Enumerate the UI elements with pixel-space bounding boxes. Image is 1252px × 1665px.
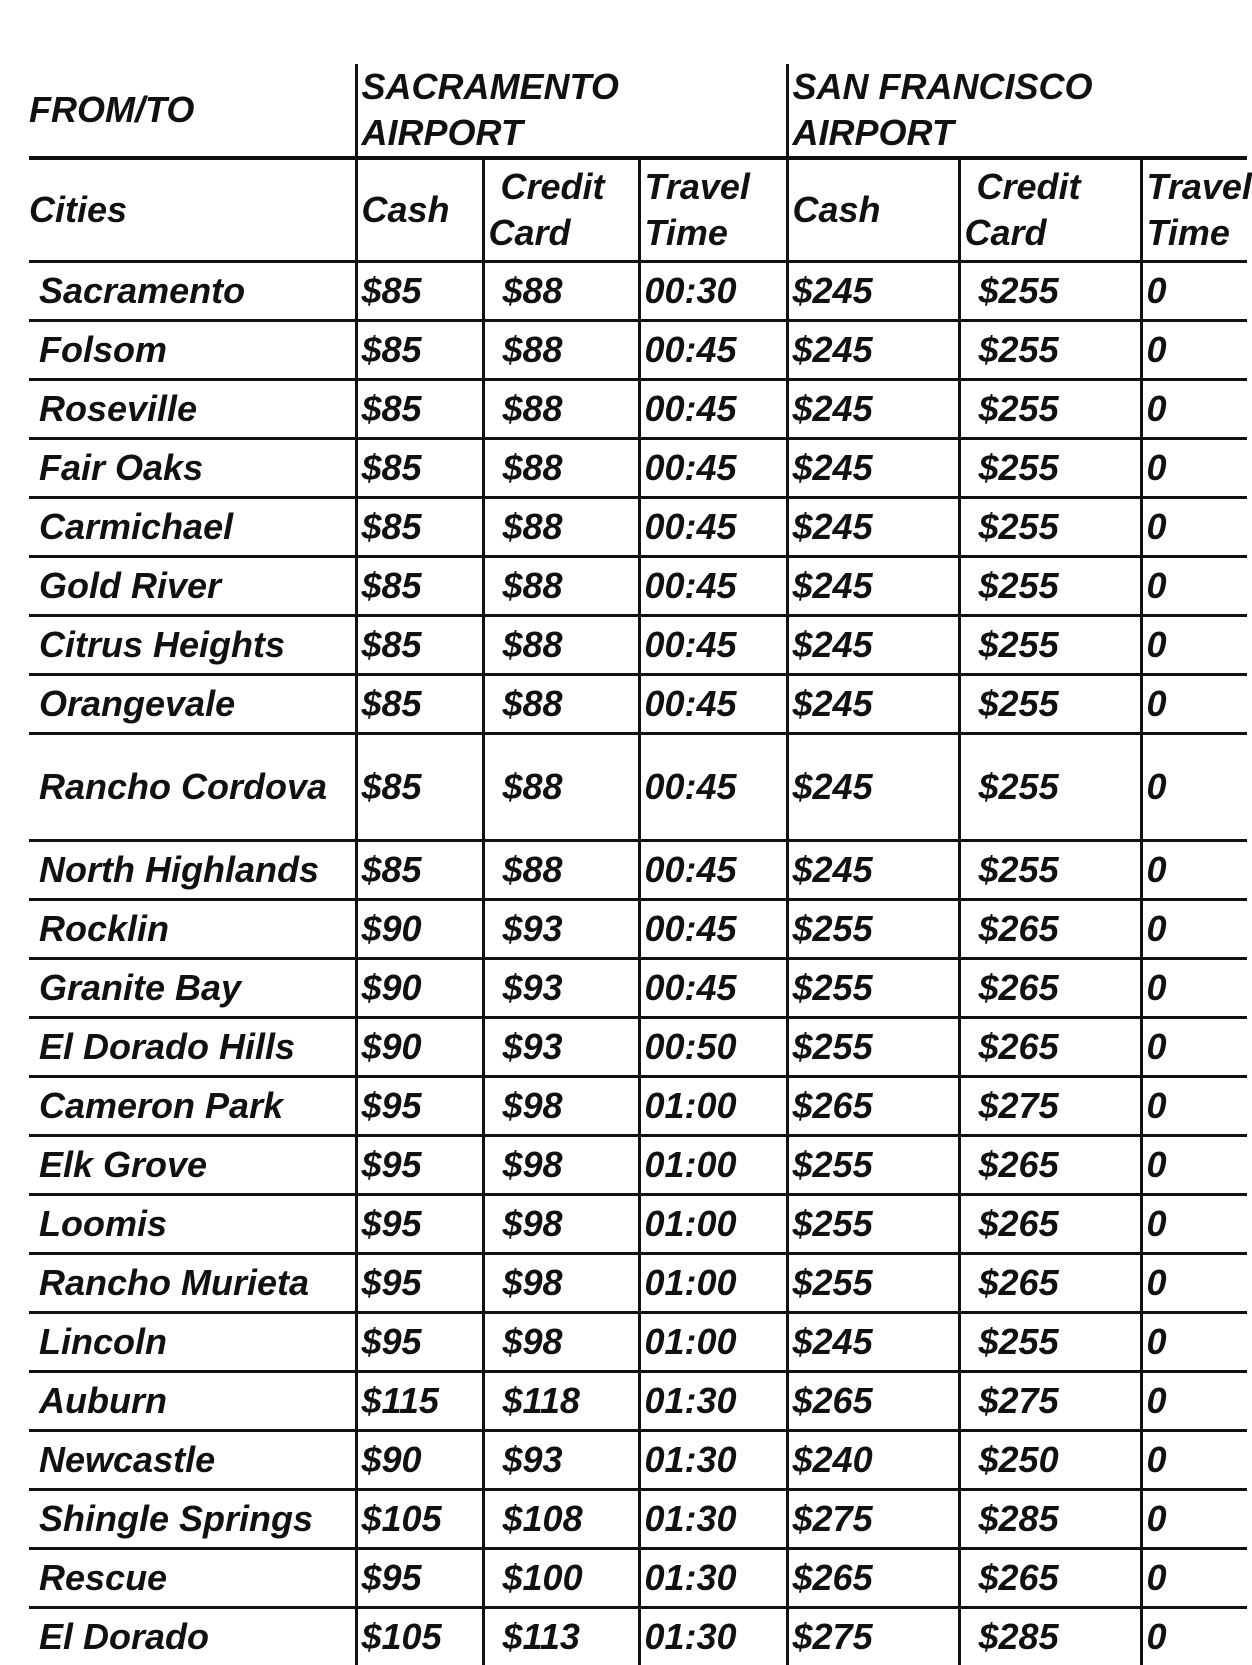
city-cell: Citrus Heights — [29, 616, 356, 675]
sfo-credit-card-cell: $255 — [959, 1313, 1141, 1372]
city-cell: Fair Oaks — [29, 439, 356, 498]
sfo-travel-time-cell: 0 — [1141, 616, 1247, 675]
sac-credit-card-cell: $88 — [483, 616, 639, 675]
table-row — [29, 675, 1247, 734]
sac-travel-time-cell: 01:00 — [639, 1077, 787, 1136]
table-row — [29, 1608, 1247, 1665]
sac-travel-time-cell: 01:00 — [639, 1195, 787, 1254]
fare-table — [29, 64, 1247, 1665]
sfo-cash-cell: $255 — [787, 1018, 959, 1077]
sac-credit-card-cell: $93 — [483, 1431, 639, 1490]
city-cell: North Highlands — [29, 841, 356, 900]
sac-cash-cell: $90 — [356, 959, 483, 1018]
sfo-credit-card-cell: $255 — [959, 734, 1141, 841]
sfo-cash-cell: $255 — [787, 1195, 959, 1254]
sac-cash-cell: $85 — [356, 262, 483, 321]
sfo-travel-time-cell: 0 — [1141, 439, 1247, 498]
sfo-credit-card-cell: $255 — [959, 675, 1141, 734]
sacramento-airport-header: SACRAMENTO AIRPORT — [356, 64, 787, 158]
table-row — [29, 1077, 1247, 1136]
table-row — [29, 1136, 1247, 1195]
table-row — [29, 557, 1247, 616]
sfo-travel-time-cell: 0 — [1141, 1431, 1247, 1490]
sac-cash-cell: $85 — [356, 557, 483, 616]
sfo-credit-card-cell: $255 — [959, 262, 1141, 321]
from-to-header: FROM/TO — [29, 64, 356, 158]
sac-credit-card-cell: $88 — [483, 557, 639, 616]
sac-credit-card-cell: $98 — [483, 1077, 639, 1136]
sfo-cash-cell: $245 — [787, 616, 959, 675]
sac-travel-time-cell: 01:00 — [639, 1313, 787, 1372]
sfo-credit-card-cell: $285 — [959, 1608, 1141, 1665]
sfo-travel-time-cell: 0 — [1141, 262, 1247, 321]
city-cell: Rancho Cordova — [29, 734, 356, 841]
city-cell: Rancho Murieta — [29, 1254, 356, 1313]
sac-travel-time-cell: 01:30 — [639, 1608, 787, 1665]
sac-travel-time-cell: 00:45 — [639, 734, 787, 841]
sac-cash-cell: $85 — [356, 734, 483, 841]
sac-cash-cell: $105 — [356, 1490, 483, 1549]
city-cell: Orangevale — [29, 675, 356, 734]
sfo-credit-card-cell: $255 — [959, 841, 1141, 900]
sac-credit-card-cell: $88 — [483, 675, 639, 734]
city-cell: Cameron Park — [29, 1077, 356, 1136]
sfo-credit-card-cell: $265 — [959, 1136, 1141, 1195]
sac-cash-cell: $85 — [356, 321, 483, 380]
sfo-travel-time-cell: 0 — [1141, 498, 1247, 557]
sfo-cash-cell: $245 — [787, 321, 959, 380]
sac-travel-time-cell: 01:00 — [639, 1254, 787, 1313]
sfo-travel-time-cell: 0 — [1141, 900, 1247, 959]
sfo-cash-cell: $245 — [787, 675, 959, 734]
sfo-credit-card-cell: $265 — [959, 900, 1141, 959]
sac-travel-time-cell: 00:45 — [639, 959, 787, 1018]
city-cell: Elk Grove — [29, 1136, 356, 1195]
table-row — [29, 959, 1247, 1018]
sfo-cash-cell: $245 — [787, 262, 959, 321]
sfo-travel-time-cell: 0 — [1141, 1313, 1247, 1372]
sac-credit-card-cell: $93 — [483, 900, 639, 959]
city-cell: Loomis — [29, 1195, 356, 1254]
city-cell: Granite Bay — [29, 959, 356, 1018]
table-row — [29, 616, 1247, 675]
sac-credit-card-cell: $98 — [483, 1195, 639, 1254]
sfo-travel-time-cell: 0 — [1141, 1490, 1247, 1549]
sfo-cash-cell: $240 — [787, 1431, 959, 1490]
sac-cash-cell: $95 — [356, 1195, 483, 1254]
sfo-travel-time-cell: 0 — [1141, 321, 1247, 380]
fare-table-sheet — [29, 64, 1240, 1653]
city-cell: Folsom — [29, 321, 356, 380]
sac-cash-cell: $115 — [356, 1372, 483, 1431]
sac-cash-cell: $95 — [356, 1313, 483, 1372]
sac-cash-cell: $90 — [356, 900, 483, 959]
sfo-credit-card-header: Credit Card — [959, 158, 1141, 262]
sac-cash-cell: $90 — [356, 1018, 483, 1077]
sfo-travel-time-cell: 0 — [1141, 841, 1247, 900]
sac-travel-time-cell: 01:30 — [639, 1490, 787, 1549]
city-cell: Gold River — [29, 557, 356, 616]
sfo-travel-time-cell: 0 — [1141, 675, 1247, 734]
city-cell: Newcastle — [29, 1431, 356, 1490]
sac-cash-cell: $95 — [356, 1077, 483, 1136]
sac-travel-time-header: Travel Time — [639, 158, 787, 262]
city-cell: Auburn — [29, 1372, 356, 1431]
sfo-credit-card-cell: $265 — [959, 959, 1141, 1018]
sfo-travel-time-cell: 0 — [1141, 1077, 1247, 1136]
sfo-travel-time-cell: 0 — [1141, 557, 1247, 616]
table-row — [29, 900, 1247, 959]
table-row — [29, 1549, 1247, 1608]
sac-credit-card-cell: $88 — [483, 841, 639, 900]
sfo-cash-header: Cash — [787, 158, 959, 262]
table-row — [29, 262, 1247, 321]
sfo-credit-card-cell: $265 — [959, 1018, 1141, 1077]
sfo-cash-cell: $275 — [787, 1490, 959, 1549]
table-row — [29, 1195, 1247, 1254]
sfo-travel-time-cell: 0 — [1141, 1136, 1247, 1195]
sfo-credit-card-cell: $255 — [959, 557, 1141, 616]
sfo-credit-card-cell: $265 — [959, 1195, 1141, 1254]
city-cell: El Dorado Hills — [29, 1018, 356, 1077]
sac-credit-card-cell: $93 — [483, 959, 639, 1018]
table-row — [29, 841, 1247, 900]
sac-credit-card-cell: $88 — [483, 380, 639, 439]
sac-credit-card-cell: $88 — [483, 262, 639, 321]
sfo-travel-time-cell: 0 — [1141, 1254, 1247, 1313]
sfo-cash-cell: $255 — [787, 959, 959, 1018]
sfo-credit-card-cell: $250 — [959, 1431, 1141, 1490]
sac-travel-time-cell: 00:45 — [639, 321, 787, 380]
sfo-cash-cell: $245 — [787, 557, 959, 616]
sfo-cash-cell: $275 — [787, 1608, 959, 1665]
sac-credit-card-cell: $98 — [483, 1313, 639, 1372]
city-cell: Shingle Springs — [29, 1490, 356, 1549]
city-cell: Sacramento — [29, 262, 356, 321]
sfo-credit-card-cell: $255 — [959, 439, 1141, 498]
sac-travel-time-cell: 01:00 — [639, 1136, 787, 1195]
sac-cash-cell: $85 — [356, 380, 483, 439]
table-row — [29, 734, 1247, 841]
sfo-cash-cell: $245 — [787, 734, 959, 841]
sfo-credit-card-cell: $255 — [959, 380, 1141, 439]
sfo-cash-cell: $245 — [787, 841, 959, 900]
sfo-travel-time-cell: 0 — [1141, 1608, 1247, 1665]
sac-credit-card-cell: $108 — [483, 1490, 639, 1549]
sac-credit-card-cell: $88 — [483, 498, 639, 557]
table-row — [29, 1490, 1247, 1549]
sfo-cash-cell: $265 — [787, 1077, 959, 1136]
table-row — [29, 1372, 1247, 1431]
sac-cash-cell: $85 — [356, 675, 483, 734]
sac-credit-card-cell: $88 — [483, 734, 639, 841]
city-cell: Roseville — [29, 380, 356, 439]
sfo-credit-card-cell: $265 — [959, 1549, 1141, 1608]
sac-credit-card-cell: $98 — [483, 1136, 639, 1195]
sfo-credit-card-cell: $265 — [959, 1254, 1141, 1313]
city-cell: Lincoln — [29, 1313, 356, 1372]
sac-credit-card-cell: $88 — [483, 439, 639, 498]
san-francisco-airport-header: SAN FRANCISCO AIRPORT — [787, 64, 1247, 158]
sac-cash-cell: $85 — [356, 841, 483, 900]
sac-travel-time-cell: 01:30 — [639, 1372, 787, 1431]
table-row — [29, 1254, 1247, 1313]
sac-travel-time-cell: 00:45 — [639, 616, 787, 675]
table-row — [29, 1313, 1247, 1372]
sac-travel-time-cell: 00:30 — [639, 262, 787, 321]
sac-cash-cell: $95 — [356, 1549, 483, 1608]
sac-cash-cell: $105 — [356, 1608, 483, 1665]
sfo-travel-time-cell: 0 — [1141, 734, 1247, 841]
sac-travel-time-cell: 00:45 — [639, 380, 787, 439]
table-row — [29, 498, 1247, 557]
table-row — [29, 1018, 1247, 1077]
sfo-cash-cell: $265 — [787, 1372, 959, 1431]
sfo-cash-cell: $245 — [787, 439, 959, 498]
table-row — [29, 439, 1247, 498]
table-row — [29, 380, 1247, 439]
sfo-credit-card-cell: $275 — [959, 1077, 1141, 1136]
city-cell: Rocklin — [29, 900, 356, 959]
table-row — [29, 1431, 1247, 1490]
sfo-credit-card-cell: $285 — [959, 1490, 1141, 1549]
sac-credit-card-cell: $118 — [483, 1372, 639, 1431]
sfo-cash-cell: $245 — [787, 498, 959, 557]
sac-travel-time-cell: 00:45 — [639, 439, 787, 498]
sac-travel-time-cell: 00:45 — [639, 841, 787, 900]
sac-credit-card-cell: $98 — [483, 1254, 639, 1313]
city-cell: El Dorado — [29, 1608, 356, 1665]
sac-cash-cell: $85 — [356, 498, 483, 557]
sfo-cash-cell: $255 — [787, 1254, 959, 1313]
sac-cash-cell: $95 — [356, 1136, 483, 1195]
sac-credit-card-cell: $113 — [483, 1608, 639, 1665]
airport-header-row — [29, 64, 1247, 158]
sfo-cash-cell: $265 — [787, 1549, 959, 1608]
sac-cash-cell: $95 — [356, 1254, 483, 1313]
sfo-credit-card-cell: $255 — [959, 498, 1141, 557]
sac-credit-card-cell: $100 — [483, 1549, 639, 1608]
sac-cash-cell: $90 — [356, 1431, 483, 1490]
sac-cash-cell: $85 — [356, 439, 483, 498]
sfo-credit-card-cell: $255 — [959, 321, 1141, 380]
sfo-cash-cell: $245 — [787, 380, 959, 439]
sfo-travel-time-header: Travel Time — [1141, 158, 1247, 262]
sac-travel-time-cell: 01:30 — [639, 1431, 787, 1490]
sfo-travel-time-cell: 0 — [1141, 959, 1247, 1018]
sac-credit-card-cell: $88 — [483, 321, 639, 380]
sfo-credit-card-cell: $275 — [959, 1372, 1141, 1431]
city-cell: Carmichael — [29, 498, 356, 557]
sfo-travel-time-cell: 0 — [1141, 1549, 1247, 1608]
sac-travel-time-cell: 00:45 — [639, 557, 787, 616]
sac-cash-header: Cash — [356, 158, 483, 262]
sac-cash-cell: $85 — [356, 616, 483, 675]
cities-header: Cities — [29, 158, 356, 262]
sfo-cash-cell: $255 — [787, 1136, 959, 1195]
city-cell: Rescue — [29, 1549, 356, 1608]
sfo-credit-card-cell: $255 — [959, 616, 1141, 675]
table-row — [29, 321, 1247, 380]
sac-travel-time-cell: 00:45 — [639, 675, 787, 734]
sac-credit-card-header: Credit Card — [483, 158, 639, 262]
sac-credit-card-cell: $93 — [483, 1018, 639, 1077]
sfo-travel-time-cell: 0 — [1141, 1018, 1247, 1077]
sac-travel-time-cell: 00:45 — [639, 498, 787, 557]
sac-travel-time-cell: 00:50 — [639, 1018, 787, 1077]
sfo-travel-time-cell: 0 — [1141, 380, 1247, 439]
sac-travel-time-cell: 00:45 — [639, 900, 787, 959]
sfo-travel-time-cell: 0 — [1141, 1195, 1247, 1254]
sac-travel-time-cell: 01:30 — [639, 1549, 787, 1608]
sfo-cash-cell: $255 — [787, 900, 959, 959]
sfo-travel-time-cell: 0 — [1141, 1372, 1247, 1431]
column-header-row — [29, 158, 1247, 262]
sfo-cash-cell: $245 — [787, 1313, 959, 1372]
